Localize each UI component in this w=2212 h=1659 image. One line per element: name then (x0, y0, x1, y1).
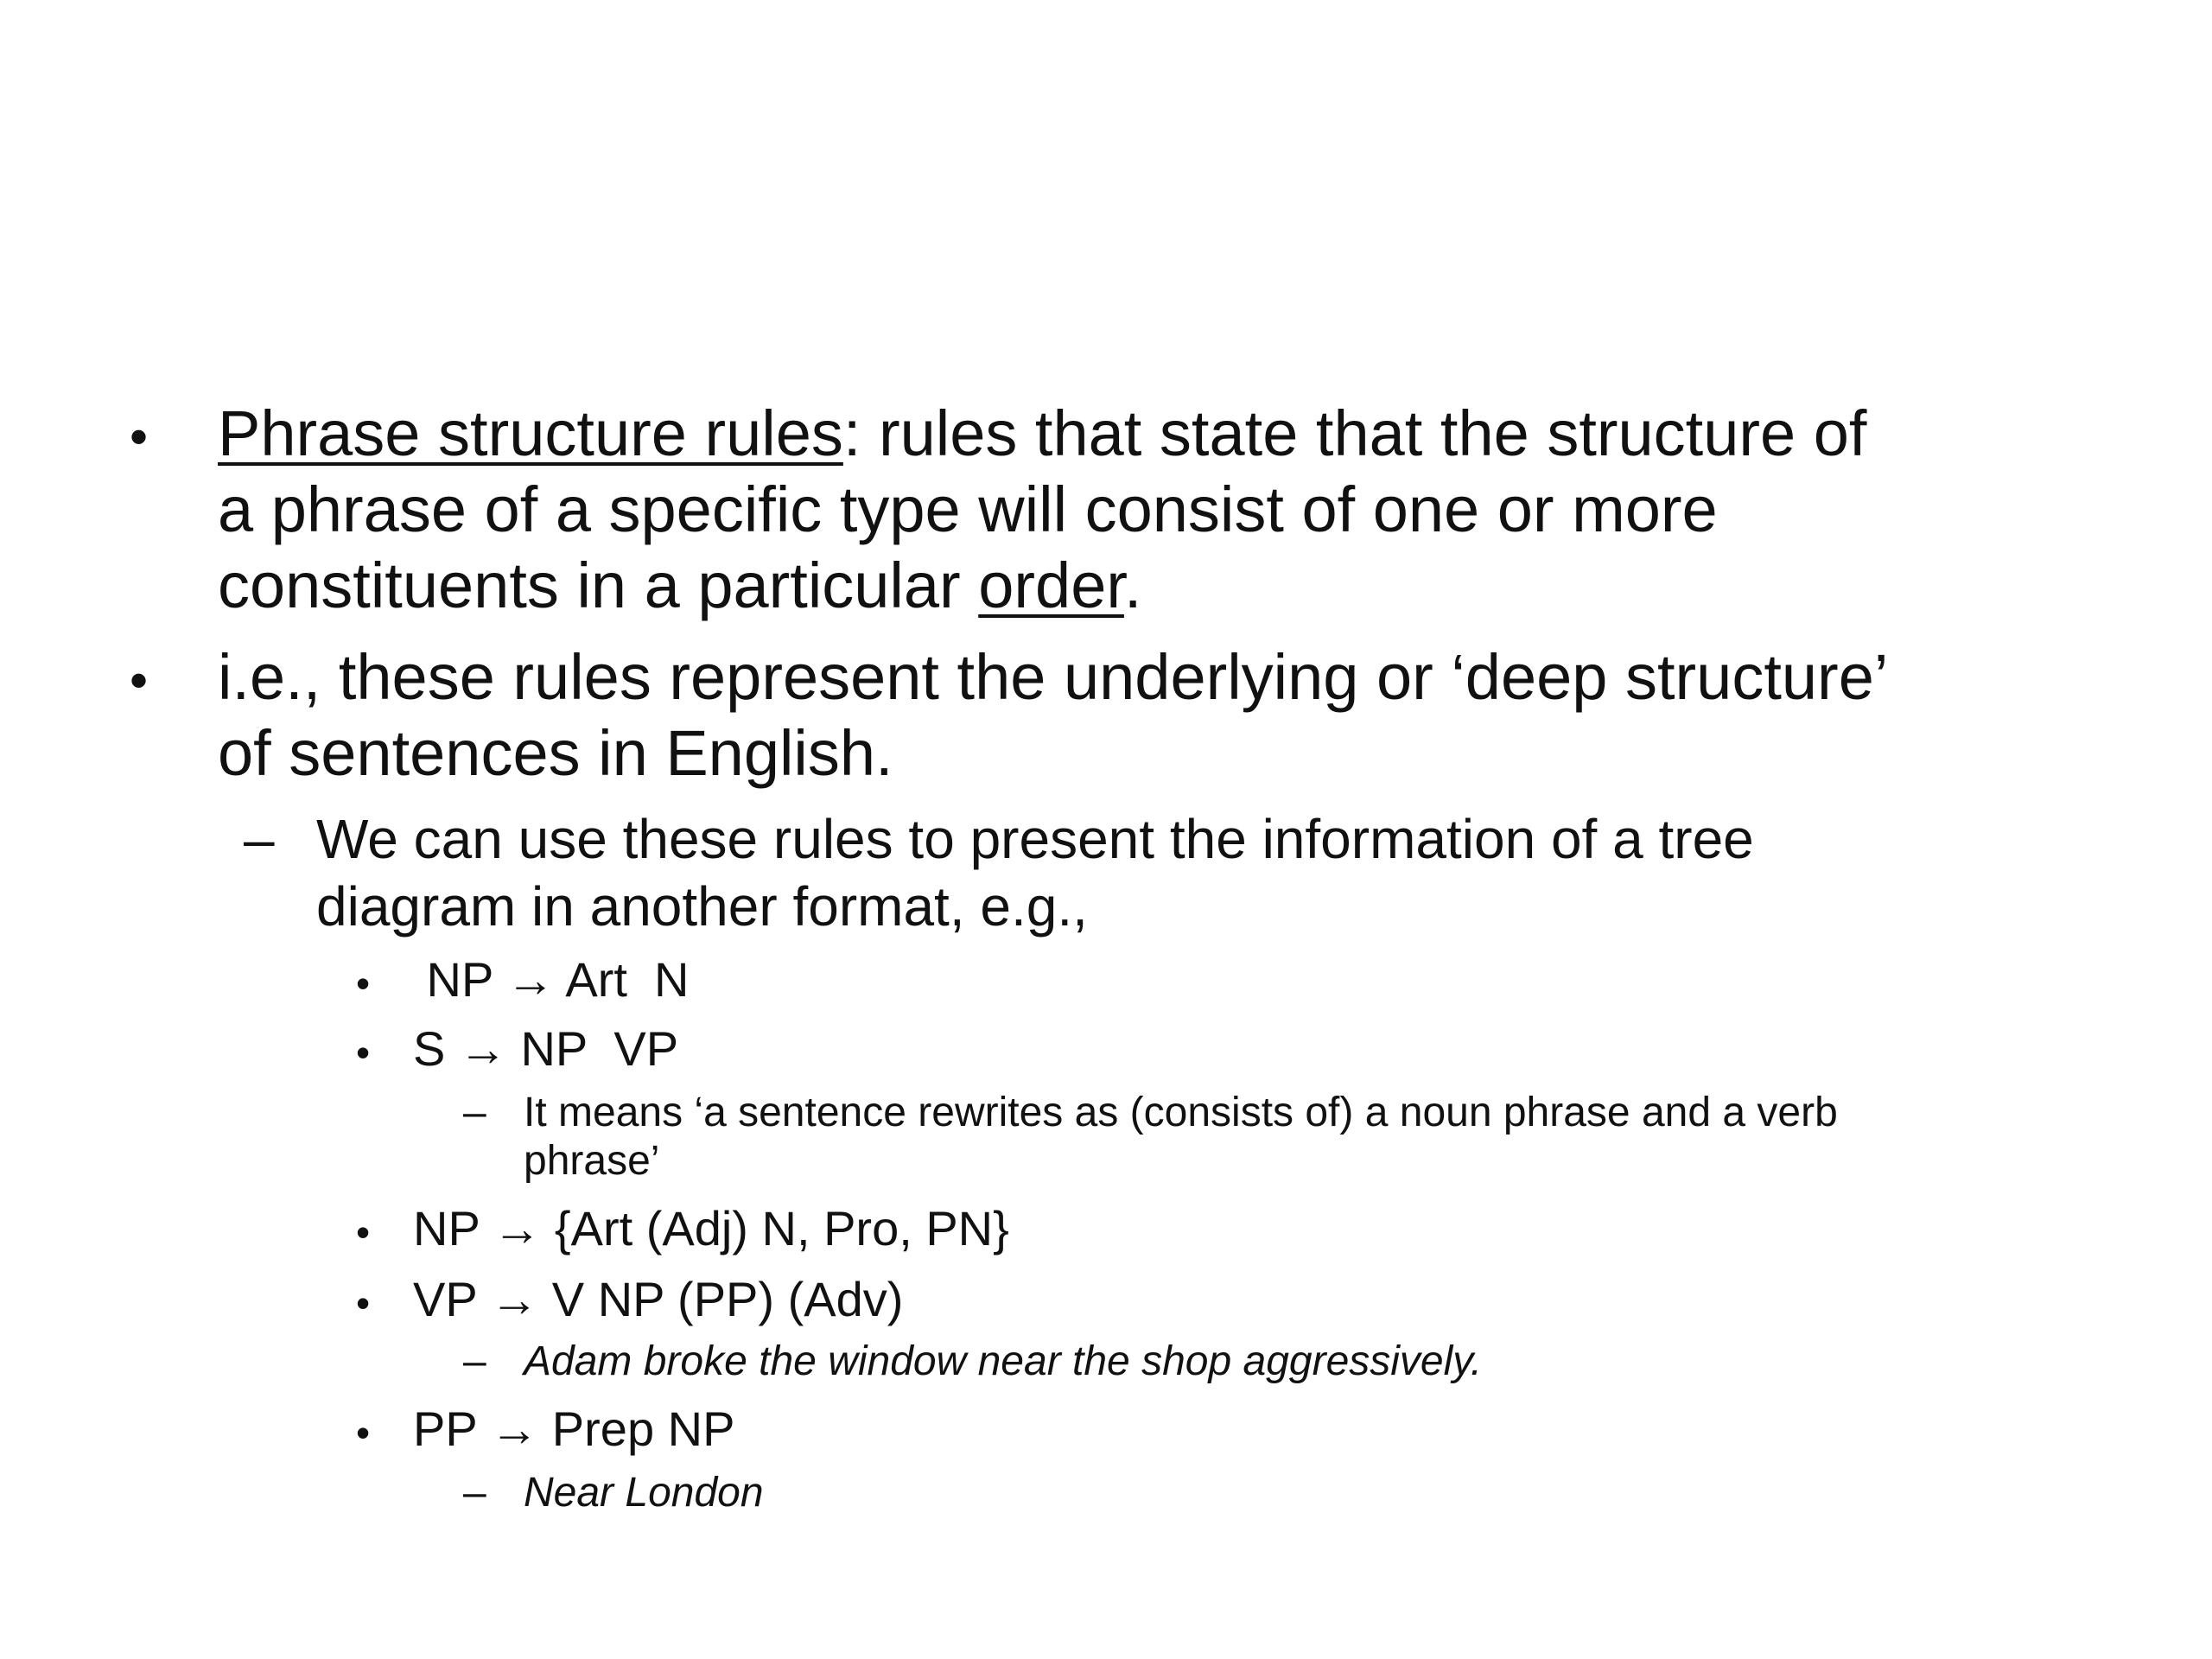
bullet-line: a phrase of a specific type will consist of one or more (218, 474, 1718, 545)
dash-marker: – (463, 1338, 486, 1384)
rule-s-np-vp (0, 1020, 2212, 1080)
bullet-marker: • (356, 1030, 371, 1075)
note-line: It means ‘a sentence rewrites as (consists of) a noun phrase and a verb (524, 1090, 1838, 1135)
rule-pp-expansion (0, 1400, 2212, 1460)
bullet-line: constituents in a particular order. (218, 550, 1142, 621)
sub-bullet-tree-diagram (0, 805, 2212, 944)
bullet-deep-structure (0, 639, 2212, 795)
rule-np-expansion (0, 1199, 2212, 1260)
rule-text: VP → V NP (PP) (Adv) (413, 1272, 904, 1326)
dash-marker: – (244, 808, 275, 870)
rule-text: S → NP VP (413, 1021, 679, 1076)
dash-marker: – (463, 1470, 486, 1516)
bullet-marker: • (130, 652, 149, 709)
bullet-phrase-structure-rules (0, 396, 2212, 629)
rule-np-art-n (0, 950, 2212, 1011)
note-pp-example (0, 1469, 2212, 1521)
bullet-line (218, 396, 1866, 472)
bullet-line: of sentences in English. (218, 717, 893, 789)
note-line: phrase’ (524, 1138, 660, 1184)
note-sentence-meaning (0, 1089, 2212, 1189)
example-phrase: Near London (524, 1470, 764, 1516)
bullet-marker: • (356, 1281, 371, 1325)
rule-text: NP → {Art (Adj) N, Pro, PN} (413, 1201, 1009, 1255)
sub-bullet-line: diagram in another format, e.g., (316, 875, 1088, 938)
term-phrase-structure-rules: Phrase structure rules (218, 397, 843, 469)
bullet-marker: • (356, 1210, 371, 1255)
example-sentence: Adam broke the window near the shop aggressively. (524, 1338, 1483, 1384)
bullet-marker: • (356, 1410, 371, 1455)
definition-text: : rules that state that the structure of (842, 397, 1867, 469)
bullet-marker: • (130, 408, 149, 466)
sub-bullet-line: We can use these rules to present the information of a tree (316, 808, 1754, 870)
rule-text: PP → Prep NP (413, 1402, 735, 1456)
bullet-marker: • (356, 961, 371, 1006)
note-vp-example (0, 1338, 2212, 1389)
rule-text: NP → Art N (413, 952, 690, 1007)
rule-vp-expansion (0, 1270, 2212, 1331)
dash-marker: – (463, 1090, 486, 1135)
bullet-line: i.e., these rules represent the underlying or ‘deep structure’ (218, 641, 1889, 713)
term-order: order (978, 550, 1124, 621)
